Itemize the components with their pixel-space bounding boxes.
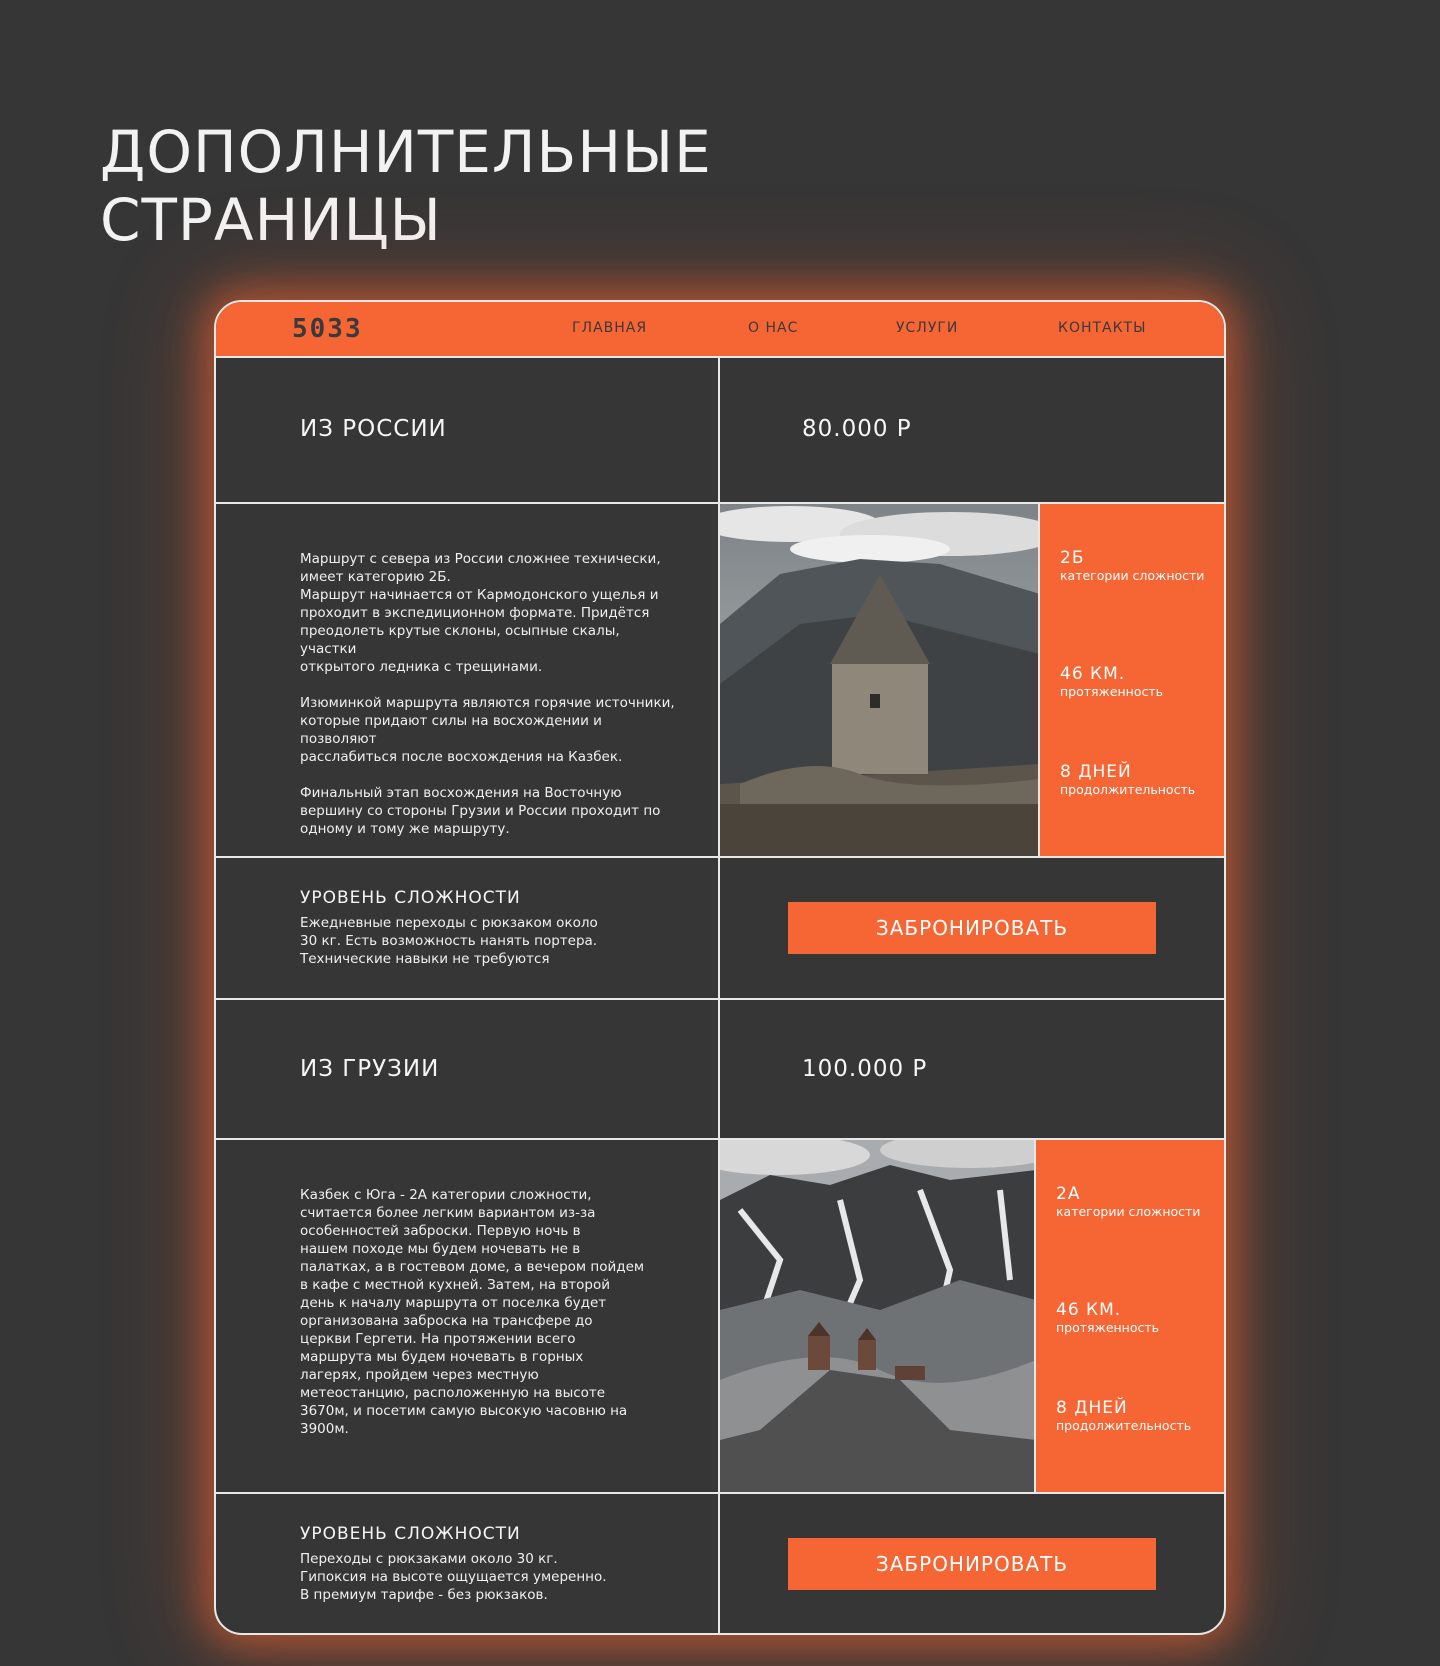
stone-tower-photo bbox=[720, 504, 1040, 856]
stat-label: протяженность bbox=[1060, 684, 1164, 699]
divider bbox=[718, 858, 720, 998]
book-button-georgia[interactable]: ЗАБРОНИРОВАТЬ bbox=[788, 1538, 1156, 1590]
stat-value: 46 КМ. bbox=[1056, 1300, 1122, 1320]
stone-tower-illustration bbox=[720, 504, 1040, 856]
stat-difficulty bbox=[1060, 548, 1210, 583]
level-title: УРОВЕНЬ СЛОЖНОСТИ bbox=[300, 1524, 521, 1544]
stat-value: 8 ДНЕЙ bbox=[1056, 1398, 1128, 1418]
nav-item-contacts[interactable]: КОНТАКТЫ bbox=[1058, 320, 1147, 336]
stat-value: 2А bbox=[1056, 1184, 1081, 1204]
stat-value: 2Б bbox=[1060, 548, 1085, 568]
stat-label: продолжительность bbox=[1056, 1418, 1192, 1433]
book-button-russia[interactable]: ЗАБРОНИРОВАТЬ bbox=[788, 902, 1156, 954]
level-text: Переходы с рюкзаками около 30 кг. Гипоксия на высоте ощущается умеренно. В премиум тарифе - без рюкзаков. bbox=[300, 1551, 607, 1603]
divider bbox=[718, 1000, 720, 1138]
route-stats bbox=[1034, 1140, 1224, 1492]
stat-label: протяженность bbox=[1056, 1320, 1160, 1335]
stat-label: категории сложности bbox=[1060, 568, 1205, 583]
page-title-line-2: СТРАНИЦЫ bbox=[100, 186, 442, 254]
route-price: 100.000 Р bbox=[802, 1056, 928, 1082]
stat-label: продолжительность bbox=[1060, 782, 1196, 797]
level-text: Ежедневные переходы с рюкзаком около 30 кг. Есть возможность нанять портера. Технические навыки не требуются bbox=[300, 915, 598, 967]
page-title-line-1: ДОПОЛНИТЕЛЬНЫЕ bbox=[100, 118, 712, 186]
page-title bbox=[100, 118, 712, 254]
divider bbox=[718, 358, 720, 502]
mountain-church-illustration bbox=[720, 1140, 1036, 1492]
stat-label: категории сложности bbox=[1056, 1204, 1201, 1219]
route-description: Казбек с Юга - 2А категории сложности, считается более легким вариантом из-за особенностей заброски. Первую ночь в нашем походе мы будем ночевать не в палатках, а в гостевом доме, а вечером пойдем в кафе с местной кухней. Затем, на второй день к началу маршрута от поселка будет организована заброска на трансфере до церкви Гергети. На протяжении всего маршрута мы будем ночевать в горных лагерях, пройдем через местную метеостанцию, расположенную на высоте 3670м, и посетим самую высокую часовню на 3900м. bbox=[300, 1187, 645, 1437]
route-stats bbox=[1038, 504, 1224, 856]
stat-duration bbox=[1056, 1398, 1206, 1433]
divider bbox=[718, 1494, 720, 1635]
route-price: 80.000 Р bbox=[802, 416, 912, 442]
route-title: ИЗ ГРУЗИИ bbox=[300, 1056, 440, 1082]
stat-length bbox=[1060, 664, 1210, 699]
stat-duration bbox=[1060, 762, 1210, 797]
nav-item-home[interactable]: ГЛАВНАЯ bbox=[572, 320, 648, 336]
level-title: УРОВЕНЬ СЛОЖНОСТИ bbox=[300, 888, 521, 908]
route-level-georgia bbox=[216, 1494, 1224, 1635]
route-details-russia bbox=[216, 504, 1224, 858]
logo[interactable]: 5033 bbox=[292, 314, 363, 344]
tour-page-mockup bbox=[214, 300, 1226, 1635]
route-header-russia bbox=[216, 358, 1224, 504]
stat-value: 8 ДНЕЙ bbox=[1060, 762, 1132, 782]
route-description: Маршрут с севера из России сложнее технически, имеет категорию 2Б. Маршрут начинается от Кармодонского ущелья и проходит в экспедиционном формате. Придётся преодолеть крутые склоны, осыпные скалы, участки открытого ледника с трещинами. Изюминкой маршрута являются горячие источники, которые придают силы на восхождении и позволяют расслабиться после восхождения на Казбек. Финальный этап восхождения на Восточную вершину со стороны Грузии и России проходит по одному и тому же маршруту. bbox=[300, 551, 675, 837]
stat-value: 46 КМ. bbox=[1060, 664, 1126, 684]
top-nav bbox=[216, 302, 1224, 358]
nav-item-services[interactable]: УСЛУГИ bbox=[896, 320, 959, 336]
route-header-georgia bbox=[216, 1000, 1224, 1140]
stat-difficulty bbox=[1056, 1184, 1206, 1219]
route-details-georgia bbox=[216, 1140, 1224, 1494]
route-level-russia bbox=[216, 858, 1224, 1000]
stat-length bbox=[1056, 1300, 1206, 1335]
mountain-church-photo bbox=[720, 1140, 1036, 1492]
route-title: ИЗ РОССИИ bbox=[300, 416, 447, 442]
nav-item-about[interactable]: О НАС bbox=[748, 320, 799, 336]
